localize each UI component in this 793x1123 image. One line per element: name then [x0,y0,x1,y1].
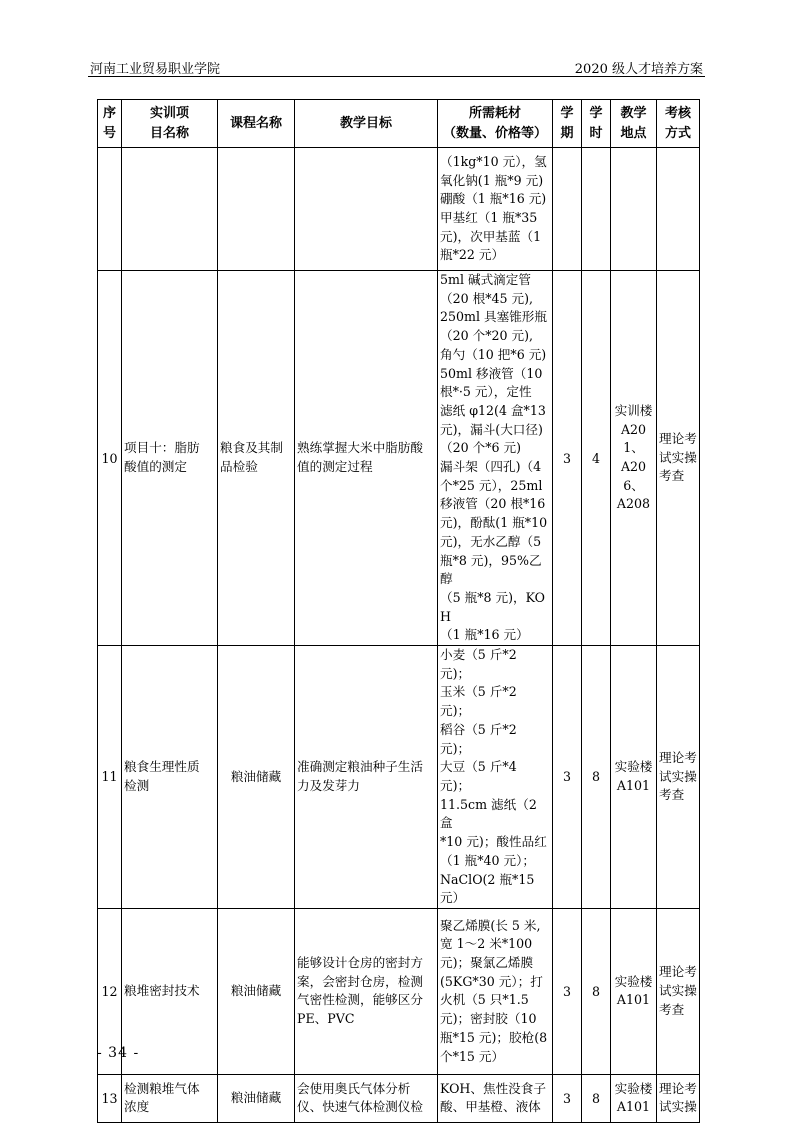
row-seq: 12 [98,908,122,1074]
text-line: 聚乙烯膜(长 5 米, [440,917,541,933]
row-materials [438,908,553,1074]
row-semester: 3 [553,271,582,646]
text-line: 粮油储藏 [230,1090,282,1106]
text-line: 理论考 [659,964,697,980]
text-line: 能够设计仓房的密封方 [297,955,423,970]
text-line: 学 [560,105,574,121]
col-header-materials [438,100,553,148]
text-line: （1kg*10 元），氢 [440,153,547,169]
table-row [98,908,700,1074]
table-header-row [98,100,700,148]
text-line: (5KG*30 元）；打 [440,973,543,989]
text-line: 考查 [659,468,685,484]
text-line: 实训项 [149,105,189,121]
text-line: 粮油储藏 [230,983,282,999]
text-line: 检测 [124,777,150,793]
col-header-goal [295,100,438,148]
text-line: 50ml 移液管（10 [440,365,543,381]
text-line: 号 [102,125,116,141]
text-line: 粮堆密封技术 [124,983,200,999]
text-line: （20 个*20 元), [440,328,534,344]
text-line: （5 瓶*8 元)，KOH [440,589,546,624]
text-line: 元)，酚酞(1 瓶*10 [440,515,548,531]
text-line: 期 [560,125,574,141]
text-line: KOH、焦性没食子 [440,1080,546,1096]
text-line: 实验楼 [614,759,653,775]
text-line: 粮油储藏 [230,768,282,784]
text-line: 检测粮堆气体 [124,1080,200,1096]
row-project [122,1074,218,1122]
text-line: （20 根*45 元), [440,290,534,306]
text-line: 实验楼 [614,1080,653,1096]
table-row [98,271,700,646]
text-line: （1 瓶*16 元） [440,627,529,643]
text-line: A208 [616,496,651,512]
row-location [611,271,657,646]
text-line: 小麦（5 斤*2 元)； [440,647,517,681]
text-line: 实验楼 [614,973,653,989]
row-location [611,1074,657,1122]
row-goal [295,908,438,1074]
text-line: 甲基红（1 瓶*35 [440,210,538,225]
row-course [218,646,295,909]
row-materials [438,646,553,909]
row-hours: 8 [582,908,611,1074]
text-line: 元)；密封胶（10 [440,1011,537,1027]
text-line: 角勺（10 把*6 元) [440,346,547,362]
text-line: A101 [616,777,651,793]
text-line: 11.5cm 滤纸（2 盒 [440,796,537,831]
row-hours: 8 [582,1074,611,1122]
text-line: 氧化钠(1 瓶*9 元) [440,172,544,188]
text-line: A101 [616,1099,651,1115]
text-line: 个*25 元），25ml [440,477,543,493]
table-row [98,148,700,271]
text-line: 硼酸（1 瓶*16 元) [440,191,547,207]
row-semester: 3 [553,1074,582,1122]
table-row [98,646,700,909]
text-line: 5ml 碱式滴定管 [440,272,531,287]
text-line: 酸、甲基橙、液体 [440,1099,541,1115]
text-line: *10 元)；酸性品红 [440,834,547,850]
text-line: 目名称 [149,125,189,141]
text-line: 瓶*15 元)；胶枪(8 [440,1029,548,1045]
row-seq: 13 [98,1074,122,1122]
text-line: A201、 [620,421,647,456]
text-line: 大豆（5 斤*4 元)； [440,759,517,793]
row-assess [657,646,700,909]
row-assess [657,1074,700,1122]
text-line: A206、 [620,459,647,493]
text-line: 力及发芽力 [297,777,360,793]
row-hours: 8 [582,646,611,909]
text-line: 试实操 [659,1099,697,1115]
text-line: 课程名称 [229,115,282,131]
row-course [218,148,295,271]
row-course [218,908,295,1074]
text-line: 根*·5 元），定性 [440,384,532,400]
text-line: 值的测定过程 [297,459,373,475]
text-line: 个*15 元） [440,1048,505,1064]
row-assess [657,271,700,646]
row-materials [438,271,553,646]
text-line: 熟练掌握大米中脂肪酸 [297,440,423,456]
row-project [122,646,218,909]
row-semester: 3 [553,646,582,909]
col-header-hours [582,100,611,148]
text-line: 元)，漏斗(大口径) [440,421,543,437]
text-line: 仪、快速气体检测仪检 [297,1099,423,1115]
text-line: 酸值的测定 [124,459,187,475]
training-table [97,99,700,1123]
row-hours: 4 [582,271,611,646]
text-line: 考查 [659,1001,685,1017]
text-line: 250ml 具塞锥形瓶 [440,309,547,325]
row-goal [295,148,438,271]
row-materials [438,1074,553,1122]
row-course [218,1074,295,1122]
col-header-course [218,100,295,148]
text-line: （20 个*6 元) [440,440,522,456]
text-line: 火机（5 只*1.5 [440,992,529,1008]
row-semester: 3 [553,908,582,1074]
text-line: （数量、价格等） [442,125,547,141]
row-materials [438,148,553,271]
col-header-seq [98,100,122,148]
row-hours [582,148,611,271]
text-line: A101 [616,992,651,1008]
text-line: 粮食及其制 [220,440,283,456]
row-project [122,148,218,271]
text-line: NaClO(2 瓶*15 元） [440,871,535,906]
text-line: 教学目标 [339,115,392,131]
text-line: 实训楼 [614,402,653,418]
text-line: 元)，次甲基蓝（1 [440,228,542,244]
row-seq: 11 [98,646,122,909]
row-semester [553,148,582,271]
header-school-name: 河南工业贸易职业学院 [90,62,221,77]
page-number: - 34 - [97,1045,140,1061]
text-line: 气密性检测，能够区分 [297,992,423,1008]
row-goal [295,271,438,646]
row-assess [657,148,700,271]
text-line: 准确测定粮油种子生活 [297,759,423,775]
row-goal [295,646,438,909]
text-line: 考核 [664,105,691,121]
text-line: 试实操 [659,983,697,999]
text-line: 考查 [659,787,685,803]
text-line: 浓度 [124,1099,150,1115]
text-line: 序 [102,105,116,121]
text-line: 移液管（20 根*16 [440,496,546,512]
text-line: 理论考 [659,1080,697,1096]
row-seq: 10 [98,271,122,646]
row-location [611,908,657,1074]
text-line: 滤纸 φ12(4 盒*13 [440,402,546,418]
text-line: 方式 [664,125,691,141]
row-course [218,271,295,646]
text-line: 玉米（5 斤*2 元)； [440,684,517,719]
header-plan-title: 2020 级人才培养方案 [574,62,703,77]
row-location [611,646,657,909]
text-line: 理论考 [659,430,697,446]
text-line: PE、PVC [297,1011,355,1027]
text-line: 品检验 [220,459,258,475]
text-line: 学 [589,105,603,121]
col-header-semester [553,100,582,148]
text-line: 试实操 [659,449,697,465]
text-line: 宽 1～2 米*100 [440,936,533,952]
text-line: 漏斗架（四孔)（4 [440,459,542,475]
text-line: 案，会密封仓房，检测 [297,973,423,989]
text-line: 元)，无水乙醇（5 [440,533,542,549]
row-seq [98,148,122,271]
text-line: 会使用奥氏气体分析 [297,1080,411,1096]
col-header-location [611,100,657,148]
text-line: 瓶*8 元)，95%乙醇 [440,552,542,587]
text-line: 教学 [620,105,647,121]
text-line: 粮食生理性质 [124,759,200,775]
text-line: 稻谷（5 斤*2 元)； [440,721,517,756]
row-assess [657,908,700,1074]
col-header-assess [657,100,700,148]
text-line: 元)；聚氯乙烯膜 [440,955,534,970]
row-location [611,148,657,271]
text-line: 试实操 [659,768,697,784]
text-line: 理论考 [659,749,697,765]
text-line: 瓶*22 元） [440,247,505,263]
text-line: （1 瓶*40 元）； [440,852,536,868]
text-line: 地点 [620,125,647,141]
text-line: 时 [589,125,603,141]
row-project [122,271,218,646]
page-header [88,56,705,77]
table-row [98,1074,700,1122]
text-line: 项目十：脂肪 [124,440,200,456]
col-header-project [122,100,218,148]
text-line: 所需耗材 [468,105,521,121]
row-goal [295,1074,438,1122]
